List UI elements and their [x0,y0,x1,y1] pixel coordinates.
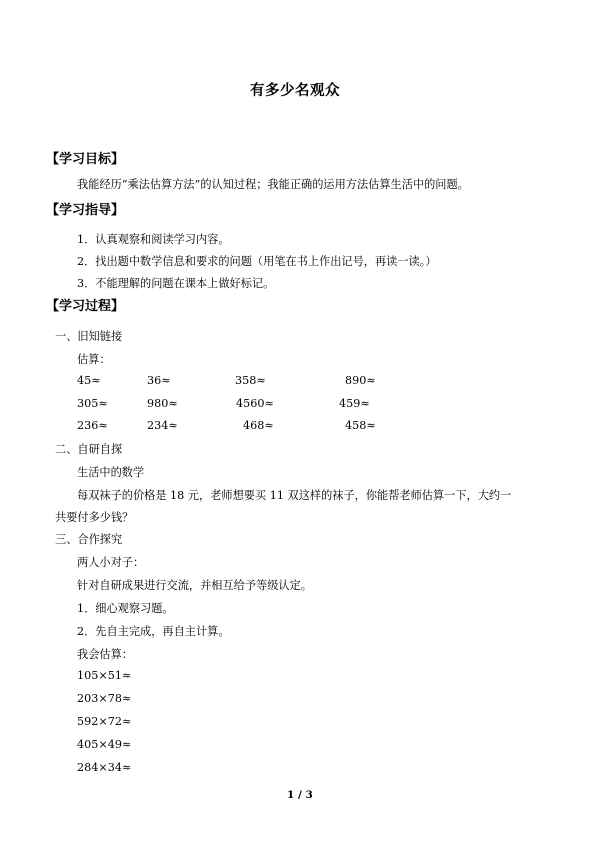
self-estimate-label: 我会估算： [77,648,133,661]
exercise-item: 105×51≈ [77,669,132,682]
grid-cell: 468≈ [243,419,274,432]
step-item: 2．先自主完成，再自主计算。 [77,625,230,638]
grid-cell: 236≈ [77,419,108,432]
guidance-item: 3．不能理解的问题在课本上做好标记。 [77,277,275,290]
grid-cell: 458≈ [345,419,376,432]
guidance-item: 2．找出题中数学信息和要求的问题（用笔在书上作出记号，再读一读。） [77,255,437,268]
problem-text-line: 共要付多少钱？ [55,511,134,524]
section-heading-guidance: 【学习指导】 [46,203,125,218]
grid-cell: 305≈ [77,397,108,410]
section-heading-goals: 【学习目标】 [46,152,125,167]
section-heading-process: 【学习过程】 [46,299,125,314]
exercise-item: 203×78≈ [77,692,132,705]
grid-cell: 980≈ [147,397,178,410]
part-heading-cooperation: 三、合作探究 [55,533,123,546]
problem-text-line: 每双袜子的价格是 18 元，老师想要买 11 双这样的袜子，你能帮老师估算一下，大约一 [77,489,512,502]
grid-cell: 45≈ [77,374,101,387]
step-item: 1．细心观察习题。 [77,602,174,615]
exercise-item: 284×34≈ [77,761,132,774]
grid-cell: 459≈ [339,397,370,410]
estimate-label: 估算： [77,353,111,366]
page-title: 有多少名观众 [250,82,340,99]
grid-cell: 234≈ [147,419,178,432]
guidance-item: 1．认真观察和阅读学习内容。 [77,233,230,246]
subheading-daily-math: 生活中的数学 [77,466,145,479]
page-number: 1 / 3 [287,789,313,801]
part-heading-review: 一、旧知链接 [55,330,123,343]
grid-cell: 36≈ [147,374,171,387]
grid-cell: 890≈ [345,374,376,387]
grid-cell: 358≈ [235,374,266,387]
pair-description: 针对自研成果进行交流，并相互给予等级认定。 [77,579,312,592]
exercise-item: 592×72≈ [77,715,132,728]
grid-cell: 4560≈ [236,397,274,410]
goals-text: 我能经历“乘法估算方法”的认知过程；我能正确的运用方法估算生活中的问题。 [77,178,469,191]
part-heading-self-study: 二、自研自探 [55,443,123,456]
exercise-item: 405×49≈ [77,738,132,751]
pair-label: 两人小对子： [77,556,145,569]
